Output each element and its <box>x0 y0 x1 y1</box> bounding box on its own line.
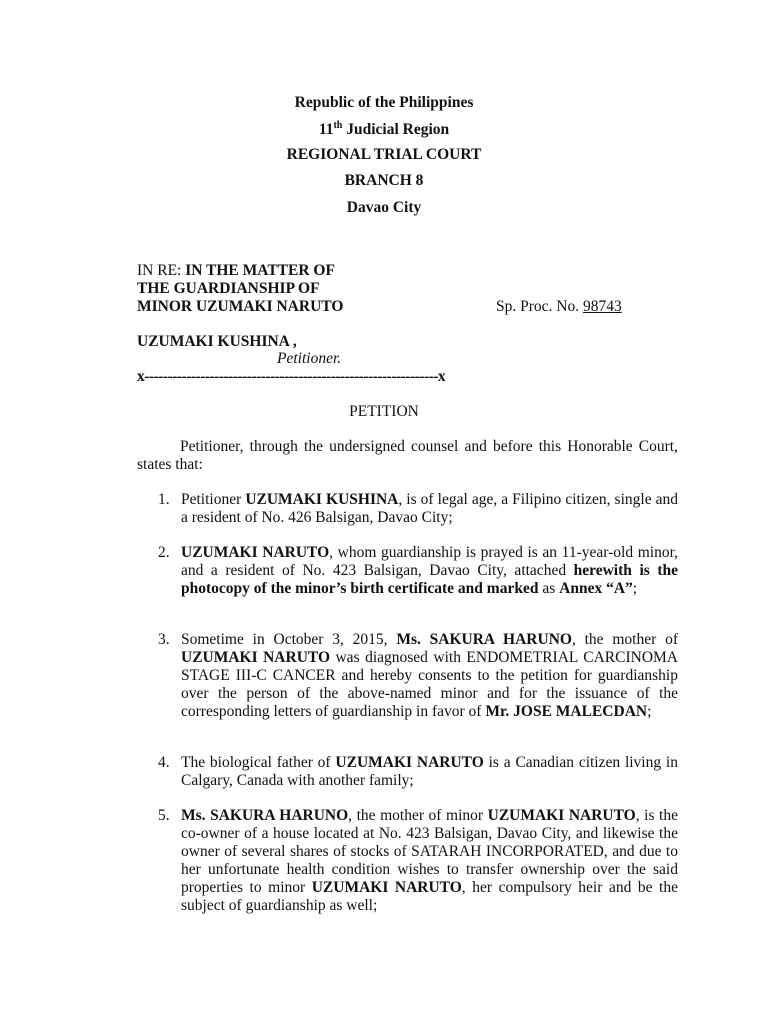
guardian-name-bold: Mr. JOSE MALECDAN <box>485 703 648 720</box>
mother-name-bold: Ms. SAKURA HARUNO <box>396 631 572 648</box>
petitioner-role: Petitioner. <box>277 350 342 367</box>
region-text: Judicial Region <box>342 121 450 139</box>
item-number: 1. <box>158 491 170 508</box>
allegation-2: 2. UZUMAKI NARUTO, whom guardianship is prayed is an 11-year-old minor, and a resident of No. 423 Balsigan, Davao City, attached herewith is the photocopy of the minor’s birth certificate and marked as Annex “A”; <box>158 544 678 597</box>
petitioner-name-bold: UZUMAKI KUSHINA <box>245 491 399 508</box>
caption-city: Davao City <box>346 199 422 216</box>
proc-label: Sp. Proc. No. <box>496 298 583 315</box>
proc-number: 98743 <box>582 298 622 315</box>
in-re-line-2: THE GUARDIANSHIP OF <box>137 280 320 297</box>
item-number: 3. <box>158 631 170 648</box>
in-re-line-1 <box>137 262 335 280</box>
intro-paragraph: Petitioner, through the undersigned counsel and before this Honorable Court, states that: <box>137 438 678 473</box>
minor-name-bold: UZUMAKI NARUTO <box>311 879 462 896</box>
item-number: 2. <box>158 544 170 561</box>
birth-certificate-note: herewith is the photocopy of the minor’s birth certificate and marked <box>181 562 678 597</box>
in-re-prefix: IN RE: <box>137 262 186 279</box>
allegation-4: 4. The biological father of UZUMAKI NARUTO is a Canadian citizen living in Calgary, Canada with another family; <box>158 754 678 789</box>
caption-court: REGIONAL TRIAL COURT <box>286 146 482 163</box>
in-re-line-3: MINOR UZUMAKI NARUTO <box>137 298 344 315</box>
region-ordinal: th <box>333 120 343 131</box>
minor-name-bold: UZUMAKI NARUTO <box>335 754 484 771</box>
minor-name-bold: UZUMAKI NARUTO <box>181 649 331 666</box>
in-re-matter: IN THE MATTER OF <box>185 262 335 279</box>
region-number: 11 <box>318 121 334 139</box>
document-title: PETITION <box>349 403 419 420</box>
item-number: 5. <box>158 807 170 824</box>
mother-name-bold: Ms. SAKURA HARUNO <box>181 807 349 824</box>
caption-region <box>0 120 768 139</box>
caption-branch: BRANCH 8 <box>344 172 424 189</box>
allegation-5: 5. Ms. SAKURA HARUNO, the mother of minor UZUMAKI NARUTO, is the co-owner of a house located at No. 423 Balsigan, Davao City, and likewise the owner of several shares of stocks of SATARAH INCORPORATED, and due to her unfortunate health condition wishes to transfer ownership over the said properties to minor UZUMAKI NARUTO, her compulsory heir and be the subject of guardianship as well; <box>158 807 678 914</box>
minor-name-bold: UZUMAKI NARUTO <box>181 544 330 561</box>
allegation-1: 1. Petitioner UZUMAKI KUSHINA, is of legal age, a Filipino citizen, single and a resident of No. 426 Balsigan, Davao City; <box>158 491 679 526</box>
allegation-3: 3. Sometime in October 3, 2015, Ms. SAKURA HARUNO, the mother of UZUMAKI NARUTO was diagnosed with ENDOMETRIAL CARCINOMA STAGE III-C CANCER and hereby consents to the petition for guardianship over the person of the above-named minor and for the issuance of the corresponding letters of guardianship in favor of Mr. JOSE MALECDAN; <box>158 631 678 720</box>
minor-name-bold: UZUMAKI NARUTO <box>487 807 636 824</box>
caption-republic: Republic of the Philippines <box>294 94 474 111</box>
caption-separator: x---------------------------------------------------------------x <box>137 368 446 385</box>
petitioner-name: UZUMAKI KUSHINA , <box>137 333 297 350</box>
annex-label: Annex “A” <box>559 580 633 597</box>
item-number: 4. <box>158 754 170 771</box>
special-proceeding-number <box>496 298 622 316</box>
